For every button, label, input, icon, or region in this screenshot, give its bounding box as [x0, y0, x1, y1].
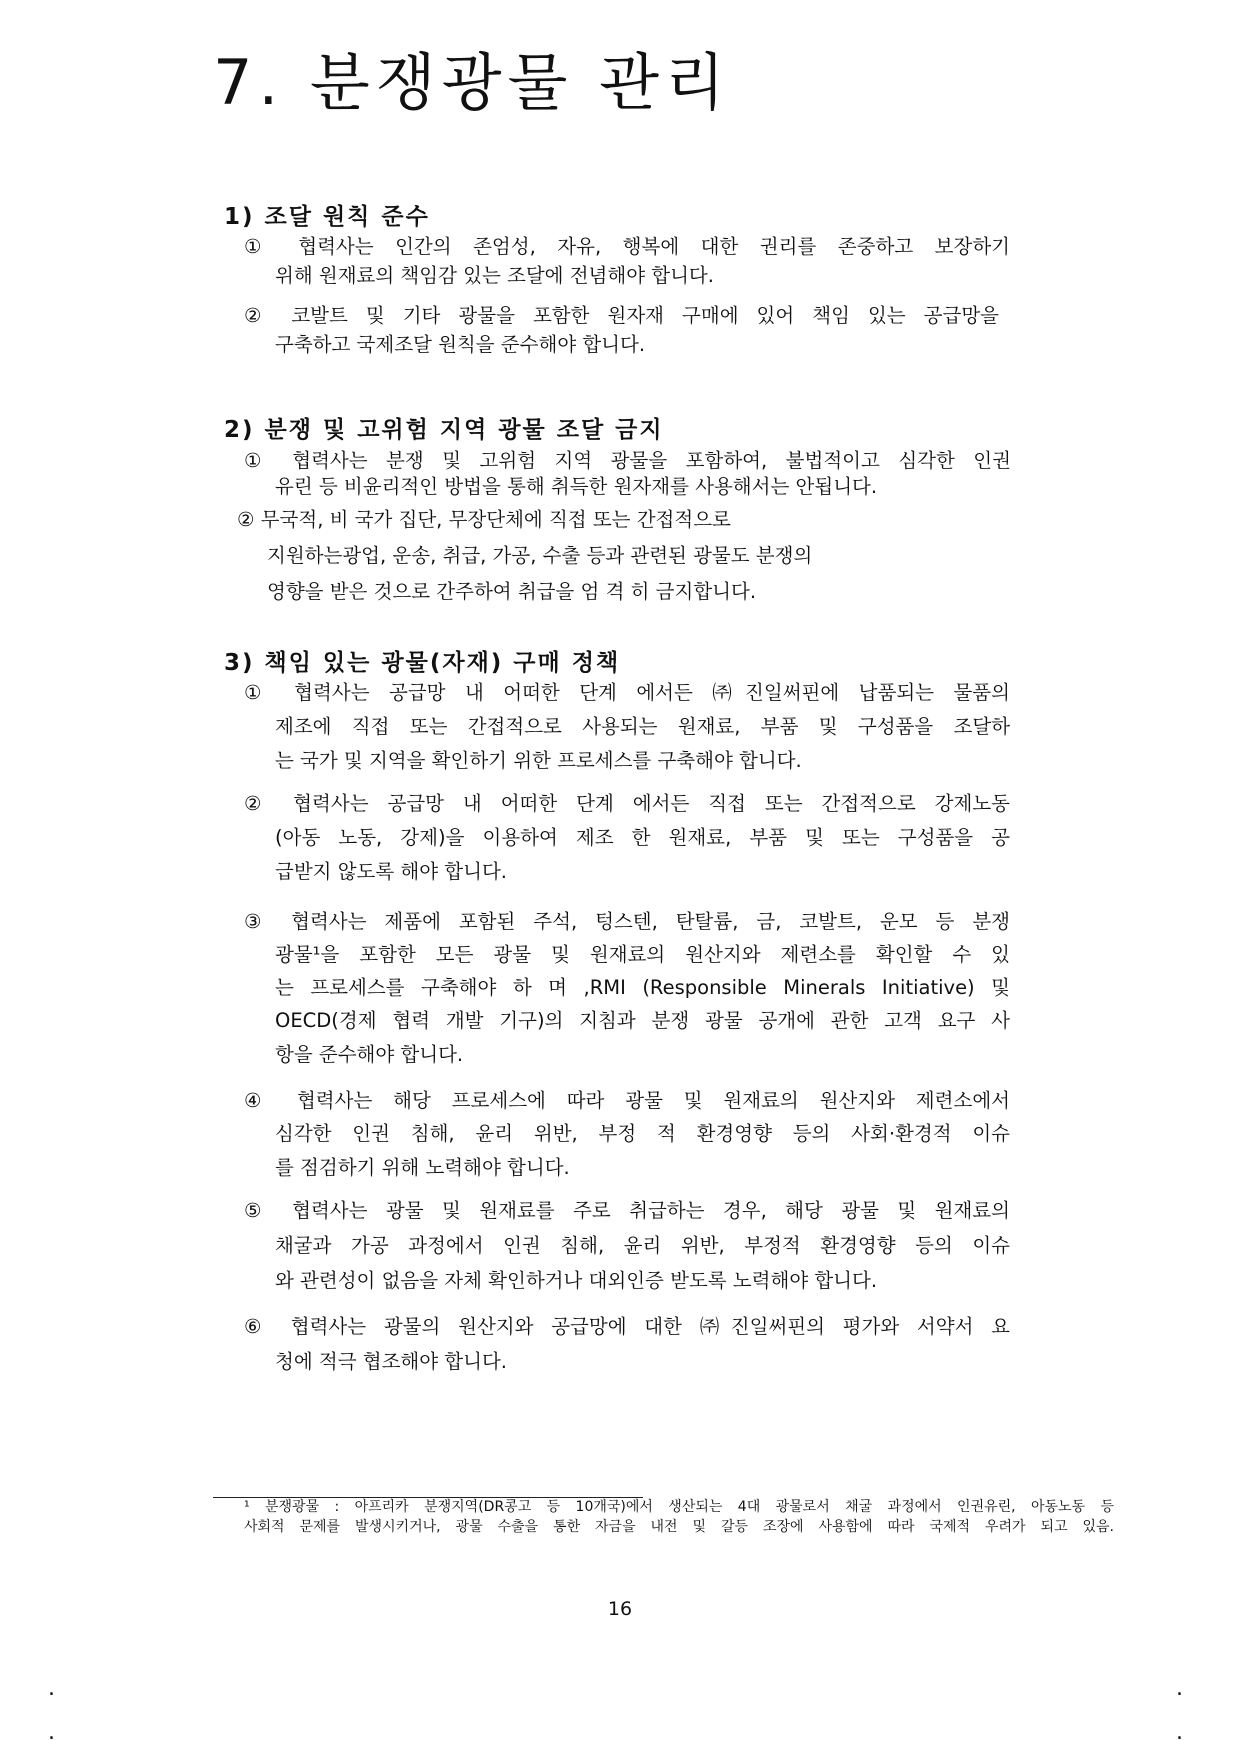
section-3-line: 청에 적극 협조해야 합니다. — [275, 1350, 508, 1373]
page-title: 7. 분쟁광물 관리 — [213, 46, 731, 119]
section-heading-1: 1) 조달 원칙 준수 — [224, 204, 430, 230]
edge-dot: . — [1176, 1676, 1183, 1701]
section-2-line: 영향을 받은 것으로 간주하여 취급을 엄 격 히 금지합니다. — [267, 580, 757, 603]
section-3-line: 심각한 인권 침해, 윤리 위반, 부정 적 환경영향 등의 사회·환경적 이슈 — [275, 1122, 1010, 1145]
section-3-line: OECD(경제 협력 개발 기구)의 지침과 분쟁 광물 공개에 관한 고객 요구 사 — [275, 1009, 1010, 1032]
section-1-line: 위해 원재료의 책임감 있는 조달에 전념해야 합니다. — [275, 264, 714, 287]
footnote-line-1: ¹ 분쟁광물 : 아프리카 분쟁지역(DR콩고 등 10개국)에서 생산되는 4대 광물로서 채굴 과정에서 인권유린, 아동노동 등 — [244, 1499, 1114, 1515]
edge-dot: . — [48, 1720, 55, 1745]
section-2-line: ① 협력사는 분쟁 및 고위험 지역 광물을 포함하여, 불법적이고 심각한 인권 — [244, 449, 1011, 472]
section-3-line: ④ 협력사는 해당 프로세스에 따라 광물 및 원재료의 원산지와 제련소에서 — [244, 1089, 1010, 1112]
section-3-line: ② 협력사는 공급망 내 어떠한 단계 에서든 직접 또는 간접적으로 강제노동 — [244, 792, 1010, 815]
section-heading-2: 2) 분쟁 및 고위험 지역 광물 조달 금지 — [224, 417, 664, 443]
section-3-line: ③ 협력사는 제품에 포함된 주석, 텅스텐, 탄탈륨, 금, 코발트, 운모 등 분쟁 — [244, 910, 1010, 933]
section-3-line: 는 국가 및 지역을 확인하기 위한 프로세스를 구축해야 합니다. — [275, 749, 802, 772]
section-3-line: 는 프로세스를 구축해야 하 며 ,RMI (Responsible Minerals Initiative) 및 — [275, 976, 1010, 999]
section-3-line: 제조에 직접 또는 간접적으로 사용되는 원재료, 부품 및 구성품을 조달하 — [275, 715, 1010, 738]
section-3-line: 채굴과 가공 과정에서 인권 침해, 윤리 위반, 부정적 환경영향 등의 이슈 — [275, 1234, 1010, 1257]
section-2-line: 유린 등 비윤리적인 방법을 통해 취득한 원자재를 사용해서는 안됩니다. — [275, 475, 878, 498]
edge-dot: . — [1176, 1720, 1183, 1745]
section-1-line: ② 코발트 및 기타 광물을 포함한 원자재 구매에 있어 책임 있는 공급망을 — [244, 304, 999, 327]
section-3-line: 항을 준수해야 합니다. — [275, 1043, 464, 1066]
section-3-line: 와 관련성이 없음을 자체 확인하거나 대외인증 받도록 노력해야 합니다. — [275, 1269, 878, 1292]
section-3-line: 광물¹을 포함한 모든 광물 및 원재료의 원산지와 제련소를 확인할 수 있 — [275, 943, 1010, 966]
section-3-line: ⑥ 협력사는 광물의 원산지와 공급망에 대한 ㈜진일써핀의 평가와 서약서 요 — [244, 1315, 1010, 1338]
edge-dot: . — [48, 1676, 55, 1701]
section-1-line: 구축하고 국제조달 원칙을 준수해야 합니다. — [275, 333, 646, 356]
section-1-line: ① 협력사는 인간의 존엄성, 자유, 행복에 대한 권리를 존중하고 보장하기 — [244, 235, 1010, 258]
section-2-line: ② 무국적, 비 국가 집단, 무장단체에 직접 또는 간접적으로 — [237, 508, 731, 531]
section-3-line: 급받지 않도록 해야 합니다. — [275, 860, 508, 883]
section-3-line: ⑤ 협력사는 광물 및 원재료를 주로 취급하는 경우, 해당 광물 및 원재료의 — [244, 1199, 1010, 1222]
section-3-line: 를 점검하기 위해 노력해야 합니다. — [275, 1156, 570, 1179]
footnote-line-2: 사회적 문제를 발생시키거나, 광물 수출을 통한 자금을 내전 및 갈등 조장에 사용함에 따라 국제적 우려가 되고 있음. — [244, 1519, 1114, 1535]
section-3-line: (아동 노동, 강제)을 이용하여 제조 한 원재료, 부품 및 또는 구성품을 공 — [275, 826, 1010, 849]
section-2-line: 지원하는광업, 운송, 취급, 가공, 수출 등과 관련된 광물도 분쟁의 — [267, 544, 813, 567]
footnote-rule — [213, 1497, 643, 1498]
section-3-line: ① 협력사는 공급망 내 어떠한 단계 에서든 ㈜진일써핀에 납품되는 물품의 — [244, 681, 1010, 704]
page-number: 16 — [607, 1598, 633, 1620]
section-heading-3: 3) 책임 있는 광물(자재) 구매 정책 — [224, 650, 621, 676]
